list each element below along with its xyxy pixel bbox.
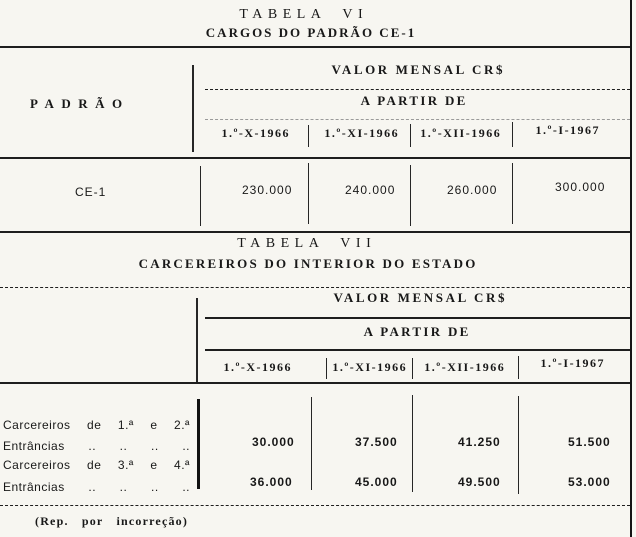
horizontal-rule — [0, 157, 630, 159]
tabela-vi-cell: 230.000 — [242, 183, 293, 197]
tabela-vi-column-header: 1.º-X-1966 — [221, 126, 291, 140]
tabela-vii-title: TABELA VII — [237, 236, 377, 251]
page-border — [630, 0, 632, 537]
horizontal-rule — [0, 382, 630, 384]
tabela-vi-value-header: VALOR MENSAL CR$ — [331, 62, 506, 77]
horizontal-rule — [0, 46, 630, 48]
tabela-vii-cell: 41.250 — [458, 435, 501, 449]
column-separator — [518, 356, 519, 379]
tabela-vii-cell: 36.000 — [250, 475, 293, 489]
column-separator — [308, 163, 309, 224]
tabela-vii-column-header: 1.º-XII-1966 — [424, 360, 506, 374]
tabela-vii-column-header: 1.º-XI-1966 — [332, 360, 408, 374]
tabela-vi-row-header: PADRÃO — [30, 96, 130, 111]
tabela-vii-date-header: A PARTIR DE — [363, 324, 471, 339]
vertical-rule — [196, 298, 198, 383]
column-separator — [512, 122, 513, 147]
column-separator — [412, 358, 413, 379]
tabela-vi-cell: 240.000 — [345, 183, 396, 197]
tabela-vii-cell: 51.500 — [568, 435, 611, 449]
horizontal-rule — [205, 89, 630, 90]
horizontal-rule — [205, 317, 630, 319]
horizontal-rule — [0, 231, 630, 233]
tabela-vii-column-header: 1.º-X-1966 — [223, 360, 293, 374]
tabela-vii-subtitle: CARCEREIROS DO INTERIOR DO ESTADO — [138, 256, 478, 271]
horizontal-rule — [205, 349, 630, 351]
tabela-vi-cell: 260.000 — [447, 183, 498, 197]
column-separator — [518, 396, 519, 494]
tabela-vii-cell: 37.500 — [355, 435, 398, 449]
tabela-vii-cell: 45.000 — [355, 475, 398, 489]
tabela-vii-value-header: VALOR MENSAL CR$ — [333, 290, 508, 305]
column-separator — [410, 165, 411, 226]
tabela-vii-row-label: Entrâncias .. .. .. .. — [3, 480, 190, 494]
horizontal-rule — [205, 119, 630, 120]
tabela-vi-row-label: CE-1 — [75, 185, 107, 199]
column-separator — [311, 397, 312, 490]
tabela-vi-date-header: A PARTIR DE — [360, 93, 468, 108]
tabela-vi-column-header: 1.º-XII-1966 — [420, 126, 502, 140]
tabela-vii-row-label: Carcereiros de 1.ª e 2.ª — [3, 418, 190, 432]
tabela-vii-cell: 53.000 — [568, 475, 611, 489]
column-separator — [200, 166, 201, 226]
footnote: (Rep. por incorreção) — [35, 514, 189, 528]
column-separator — [512, 163, 513, 224]
horizontal-rule — [0, 287, 630, 288]
tabela-vi-column-header: 1.º-I-1967 — [535, 123, 601, 137]
tabela-vii-row-label: Carcereiros de 3.ª e 4.ª — [3, 458, 190, 472]
vertical-rule — [197, 399, 200, 489]
tabela-vi-subtitle: CARGOS DO PADRÃO CE-1 — [205, 25, 417, 40]
column-separator — [326, 358, 327, 379]
tabela-vi-title: TABELA VI — [239, 7, 369, 22]
tabela-vii-cell: 30.000 — [252, 435, 295, 449]
horizontal-rule — [0, 505, 630, 506]
tabela-vi-column-header: 1.º-XI-1966 — [324, 126, 400, 140]
column-separator — [410, 124, 411, 147]
tabela-vii-row-label: Entrâncias .. .. .. .. — [3, 439, 190, 453]
tabela-vi-cell: 300.000 — [555, 180, 606, 194]
tabela-vii-cell: 49.500 — [458, 475, 501, 489]
column-separator — [308, 125, 309, 147]
column-separator — [412, 395, 413, 492]
tabela-vii-column-header: 1.º-I-1967 — [540, 356, 606, 370]
vertical-rule — [192, 65, 194, 152]
